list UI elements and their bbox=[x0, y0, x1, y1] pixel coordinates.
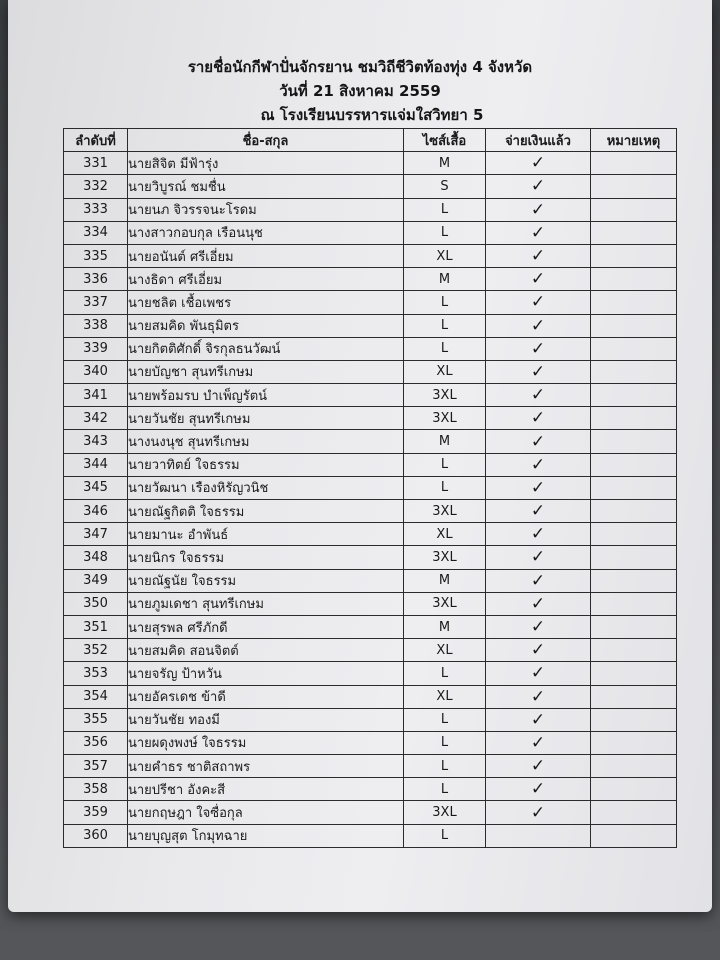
row-number: 359 bbox=[64, 801, 128, 824]
row-note bbox=[591, 476, 677, 499]
row-number: 332 bbox=[64, 175, 128, 198]
row-number: 335 bbox=[64, 244, 128, 267]
row-number: 340 bbox=[64, 360, 128, 383]
row-note bbox=[591, 639, 677, 662]
row-number: 357 bbox=[64, 755, 128, 778]
table-row bbox=[64, 152, 677, 175]
row-number: 347 bbox=[64, 523, 128, 546]
row-shirt-size: L bbox=[404, 453, 486, 476]
table-row bbox=[64, 778, 677, 801]
row-number: 352 bbox=[64, 639, 128, 662]
row-number: 350 bbox=[64, 592, 128, 615]
row-note bbox=[591, 755, 677, 778]
header-paid: จ่ายเงินแล้ว bbox=[486, 129, 591, 152]
row-shirt-size: L bbox=[404, 291, 486, 314]
row-shirt-size: M bbox=[404, 152, 486, 175]
row-name: นายวันชัย สุนทรีเกษม bbox=[128, 407, 404, 430]
row-name: นายบัญชา สุนทรีเกษม bbox=[128, 360, 404, 383]
row-note bbox=[591, 615, 677, 638]
row-note bbox=[591, 360, 677, 383]
row-shirt-size: L bbox=[404, 221, 486, 244]
row-paid-check: ✓ bbox=[486, 731, 591, 754]
row-shirt-size: XL bbox=[404, 244, 486, 267]
row-number: 333 bbox=[64, 198, 128, 221]
table-row bbox=[64, 615, 677, 638]
row-number: 338 bbox=[64, 314, 128, 337]
row-shirt-size: XL bbox=[404, 360, 486, 383]
table-row bbox=[64, 268, 677, 291]
row-shirt-size: XL bbox=[404, 639, 486, 662]
row-paid-check: ✓ bbox=[486, 546, 591, 569]
row-name: นายณัฐกิตติ ใจธรรม bbox=[128, 500, 404, 523]
row-shirt-size: 3XL bbox=[404, 801, 486, 824]
row-paid-check: ✓ bbox=[486, 755, 591, 778]
table-row bbox=[64, 175, 677, 198]
row-name: นายชลิต เชื้อเพชร bbox=[128, 291, 404, 314]
row-number: 351 bbox=[64, 615, 128, 638]
row-paid-check: ✓ bbox=[486, 708, 591, 731]
row-number: 344 bbox=[64, 453, 128, 476]
row-paid-check: ✓ bbox=[486, 662, 591, 685]
row-paid-check: ✓ bbox=[486, 268, 591, 291]
row-name: นายอนันต์ ศรีเอี่ยม bbox=[128, 244, 404, 267]
table-row bbox=[64, 546, 677, 569]
row-paid-check: ✓ bbox=[486, 500, 591, 523]
row-note bbox=[591, 824, 677, 847]
row-note bbox=[591, 152, 677, 175]
row-name: นายคำธร ชาติสถาพร bbox=[128, 755, 404, 778]
row-paid-check: ✓ bbox=[486, 615, 591, 638]
header-name: ชื่อ-สกุล bbox=[128, 129, 404, 152]
row-note bbox=[591, 407, 677, 430]
row-name: นายกิตติศักดิ์ จิรกุลธนวัฒน์ bbox=[128, 337, 404, 360]
table-row bbox=[64, 662, 677, 685]
table-row bbox=[64, 801, 677, 824]
table-row bbox=[64, 337, 677, 360]
row-name: นายบุญสุต โกมุทฉาย bbox=[128, 824, 404, 847]
table-row bbox=[64, 384, 677, 407]
table-row bbox=[64, 755, 677, 778]
row-paid-check bbox=[486, 824, 591, 847]
row-shirt-size: XL bbox=[404, 685, 486, 708]
row-paid-check: ✓ bbox=[486, 152, 591, 175]
row-name: นายอัครเดช ข้าดี bbox=[128, 685, 404, 708]
row-number: 339 bbox=[64, 337, 128, 360]
row-name: นายวัฒนา เรืองหิรัญวนิช bbox=[128, 476, 404, 499]
row-shirt-size: L bbox=[404, 476, 486, 499]
row-name: นายพร้อมรบ บำเพ็ญรัตน์ bbox=[128, 384, 404, 407]
row-note bbox=[591, 708, 677, 731]
row-shirt-size: 3XL bbox=[404, 384, 486, 407]
row-note bbox=[591, 384, 677, 407]
row-shirt-size: 3XL bbox=[404, 500, 486, 523]
row-note bbox=[591, 778, 677, 801]
row-name: นายสิจิต มีฟ้ารุ่ง bbox=[128, 152, 404, 175]
table-row bbox=[64, 221, 677, 244]
row-note bbox=[591, 453, 677, 476]
row-number: 353 bbox=[64, 662, 128, 685]
row-number: 342 bbox=[64, 407, 128, 430]
document-title: รายชื่อนักกีฬาปั่นจักรยาน ชมวิถีชีวิตท้องทุ่ง 4 จังหวัด bbox=[187, 58, 533, 76]
row-name: นายกฤษฎา ใจซื่อกุล bbox=[128, 801, 404, 824]
table-row bbox=[64, 708, 677, 731]
row-paid-check: ✓ bbox=[486, 523, 591, 546]
row-name: นางธิดา ศรีเอี่ยม bbox=[128, 268, 404, 291]
row-shirt-size: L bbox=[404, 824, 486, 847]
row-name: นายณัฐนัย ใจธรรม bbox=[128, 569, 404, 592]
row-name: นายมานะ อำพันธ์ bbox=[128, 523, 404, 546]
row-name: นายสมคิด สอนจิตต์ bbox=[128, 639, 404, 662]
row-shirt-size: L bbox=[404, 708, 486, 731]
row-shirt-size: M bbox=[404, 615, 486, 638]
row-note bbox=[591, 662, 677, 685]
roster-body bbox=[64, 152, 677, 848]
row-paid-check: ✓ bbox=[486, 198, 591, 221]
row-number: 334 bbox=[64, 221, 128, 244]
row-number: 356 bbox=[64, 731, 128, 754]
table-row bbox=[64, 731, 677, 754]
row-name: นายภูมเดชา สุนทรีเกษม bbox=[128, 592, 404, 615]
row-name: นางสาวกอบกุล เรือนนุช bbox=[128, 221, 404, 244]
row-shirt-size: L bbox=[404, 662, 486, 685]
row-number: 354 bbox=[64, 685, 128, 708]
row-name: นายวาทิตย์ ใจธรรม bbox=[128, 453, 404, 476]
row-shirt-size: L bbox=[404, 314, 486, 337]
row-note bbox=[591, 801, 677, 824]
row-paid-check: ✓ bbox=[486, 337, 591, 360]
row-name: นายวิบูรณ์ ชมชื่น bbox=[128, 175, 404, 198]
row-number: 360 bbox=[64, 824, 128, 847]
row-name: นายนิกร ใจธรรม bbox=[128, 546, 404, 569]
row-shirt-size: M bbox=[404, 430, 486, 453]
row-note bbox=[591, 268, 677, 291]
row-shirt-size: M bbox=[404, 268, 486, 291]
row-number: 331 bbox=[64, 152, 128, 175]
row-note bbox=[591, 337, 677, 360]
table-row bbox=[64, 198, 677, 221]
row-shirt-size: S bbox=[404, 175, 486, 198]
row-paid-check: ✓ bbox=[486, 476, 591, 499]
row-paid-check: ✓ bbox=[486, 569, 591, 592]
row-note bbox=[591, 430, 677, 453]
row-note bbox=[591, 175, 677, 198]
row-shirt-size: L bbox=[404, 337, 486, 360]
table-row bbox=[64, 639, 677, 662]
row-note bbox=[591, 314, 677, 337]
table-header-row bbox=[64, 129, 677, 152]
row-paid-check: ✓ bbox=[486, 430, 591, 453]
row-paid-check: ✓ bbox=[486, 639, 591, 662]
row-shirt-size: L bbox=[404, 198, 486, 221]
row-shirt-size: 3XL bbox=[404, 546, 486, 569]
row-shirt-size: M bbox=[404, 569, 486, 592]
table-row bbox=[64, 430, 677, 453]
row-paid-check: ✓ bbox=[486, 244, 591, 267]
row-shirt-size: XL bbox=[404, 523, 486, 546]
table-row bbox=[64, 314, 677, 337]
roster-table bbox=[63, 128, 677, 848]
header-note: หมายเหตุ bbox=[591, 129, 677, 152]
row-number: 358 bbox=[64, 778, 128, 801]
row-paid-check: ✓ bbox=[486, 314, 591, 337]
table-row bbox=[64, 592, 677, 615]
row-number: 343 bbox=[64, 430, 128, 453]
row-paid-check: ✓ bbox=[486, 175, 591, 198]
table-row bbox=[64, 569, 677, 592]
row-shirt-size: 3XL bbox=[404, 592, 486, 615]
table-row bbox=[64, 407, 677, 430]
row-number: 355 bbox=[64, 708, 128, 731]
table-row bbox=[64, 453, 677, 476]
row-note bbox=[591, 291, 677, 314]
row-number: 337 bbox=[64, 291, 128, 314]
row-number: 349 bbox=[64, 569, 128, 592]
row-name: นายจรัญ ป้าหวัน bbox=[128, 662, 404, 685]
table-row bbox=[64, 824, 677, 847]
row-name: นางนงนุช สุนทรีเกษม bbox=[128, 430, 404, 453]
table-row bbox=[64, 500, 677, 523]
row-shirt-size: L bbox=[404, 731, 486, 754]
document-date: วันที่ 21 สิงหาคม 2559 bbox=[279, 82, 441, 100]
row-number: 346 bbox=[64, 500, 128, 523]
row-note bbox=[591, 592, 677, 615]
row-number: 341 bbox=[64, 384, 128, 407]
row-note bbox=[591, 546, 677, 569]
row-paid-check: ✓ bbox=[486, 778, 591, 801]
document-venue: ณ โรงเรียนบรรหารแจ่มใสวิทยา 5 bbox=[260, 106, 484, 124]
table-row bbox=[64, 360, 677, 383]
row-paid-check: ✓ bbox=[486, 291, 591, 314]
row-shirt-size: L bbox=[404, 778, 486, 801]
table-row bbox=[64, 291, 677, 314]
table-row bbox=[64, 476, 677, 499]
table-row bbox=[64, 523, 677, 546]
row-paid-check: ✓ bbox=[486, 453, 591, 476]
header-number: ลำดับที่ bbox=[64, 129, 128, 152]
row-name: นายนภ จิวรรจนะโรดม bbox=[128, 198, 404, 221]
row-shirt-size: L bbox=[404, 755, 486, 778]
row-paid-check: ✓ bbox=[486, 360, 591, 383]
row-note bbox=[591, 244, 677, 267]
row-paid-check: ✓ bbox=[486, 407, 591, 430]
row-note bbox=[591, 500, 677, 523]
row-note bbox=[591, 569, 677, 592]
row-name: นายวันชัย ทองมี bbox=[128, 708, 404, 731]
row-number: 348 bbox=[64, 546, 128, 569]
row-paid-check: ✓ bbox=[486, 685, 591, 708]
row-number: 336 bbox=[64, 268, 128, 291]
row-shirt-size: 3XL bbox=[404, 407, 486, 430]
row-paid-check: ✓ bbox=[486, 801, 591, 824]
row-paid-check: ✓ bbox=[486, 592, 591, 615]
table-row bbox=[64, 244, 677, 267]
row-note bbox=[591, 221, 677, 244]
row-note bbox=[591, 198, 677, 221]
row-note bbox=[591, 731, 677, 754]
row-paid-check: ✓ bbox=[486, 221, 591, 244]
row-paid-check: ✓ bbox=[486, 384, 591, 407]
row-note bbox=[591, 523, 677, 546]
header-size: ไซส์เสื้อ bbox=[404, 129, 486, 152]
row-name: นายปรีชา อังคะสี bbox=[128, 778, 404, 801]
row-name: นายสมคิด พันธุมิตร bbox=[128, 314, 404, 337]
row-name: นายสุรพล ศรีภักดี bbox=[128, 615, 404, 638]
row-note bbox=[591, 685, 677, 708]
table-row bbox=[64, 685, 677, 708]
row-number: 345 bbox=[64, 476, 128, 499]
row-name: นายผดุงพงษ์ ใจธรรม bbox=[128, 731, 404, 754]
